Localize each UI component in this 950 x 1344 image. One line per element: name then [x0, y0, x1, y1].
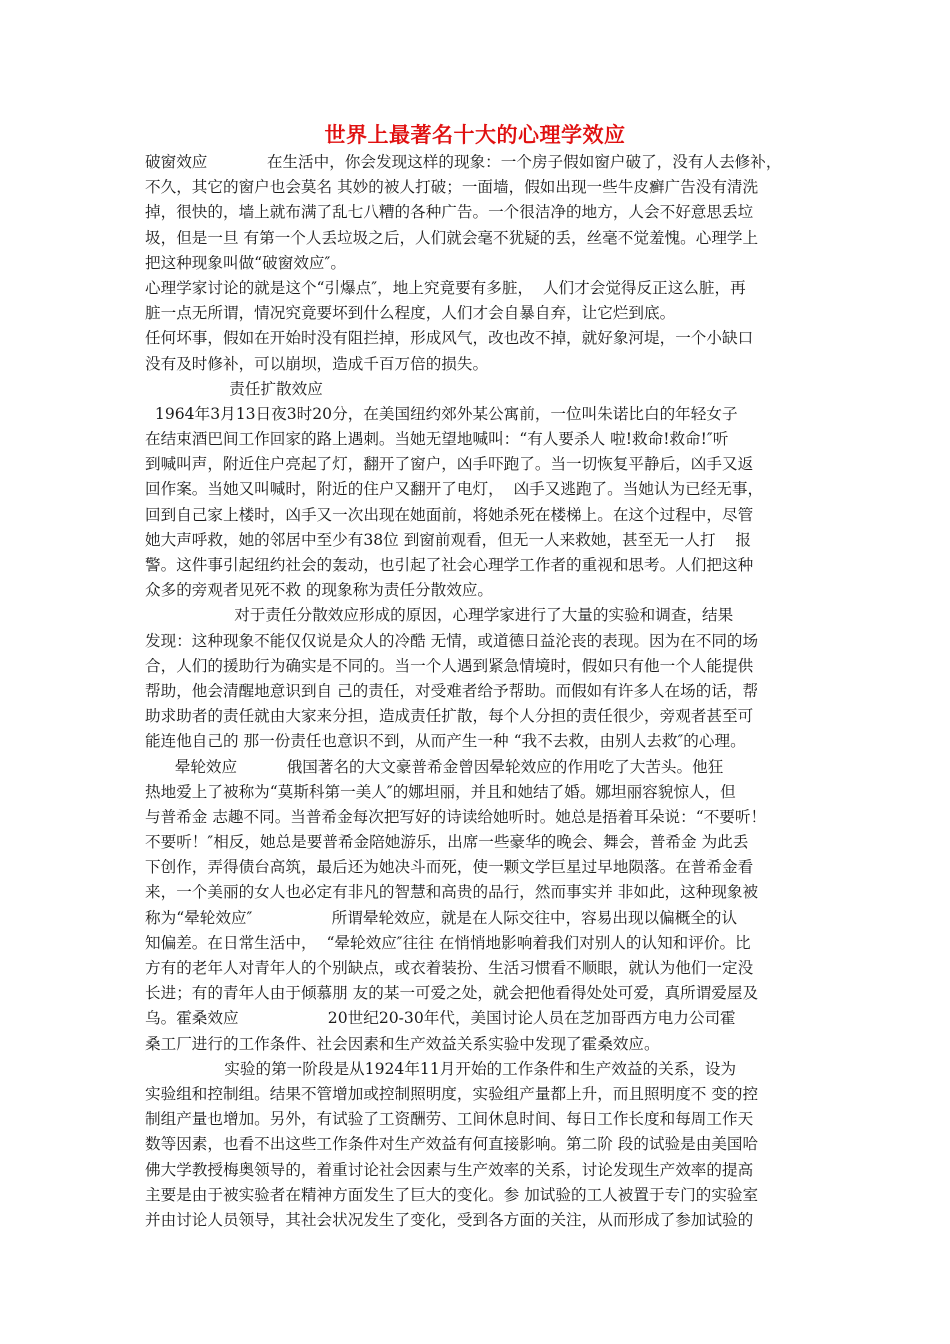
body-line: 合，人们的援助行为确实是不同的。当一个人遇到紧急情境时，假如只有他一个人能提供: [145, 656, 754, 675]
body-line: 她大声呼救，她的邻居中至少有38位 到窗前观看，但无一人来救她，甚至无一人打 报: [145, 530, 752, 549]
body-line: 回作案。当她又叫喊时，附近的住户又翻开了电灯， 凶手又逃跑了。当她认为已经无事，: [145, 480, 764, 499]
body-line: 责任扩散效应: [145, 379, 323, 398]
body-line: 不要听！″相反，她总是要普希金陪她游乐，出席一些豪华的晚会、舞会，普希金 为此丢: [145, 833, 749, 852]
body-line: 长进；有的青年人由于倾慕朋 友的某一可爱之处，就会把他看得处处可爱，真所谓爱屋及: [145, 984, 759, 1003]
body-line: 1964年3月13日夜3时20分，在美国纽约郊外某公寓前，一位叫朱诺比白的年轻女子: [145, 404, 738, 423]
body-line: 桑工厂进行的工作条件、社会因素和生产效益关系实验中发现了霍桑效应。: [145, 1034, 660, 1053]
body-line: 不久，其它的窗户也会莫名 其妙的被人打破；一面墙，假如出现一些牛皮癣广告没有清洗: [145, 178, 759, 197]
body-line: 来，一个美丽的女人也必定有非凡的智慧和高贵的品行，然而事实并 非如此，这种现象被: [145, 883, 759, 902]
body-line: 众多的旁观者见死不救 的现象称为责任分散效应。: [145, 581, 494, 600]
body-line: 制组产量也增加。另外，有试验了工资酬劳、工间休息时间、每日工作长度和每周工作天: [145, 1110, 754, 1129]
document-body: [145, 150, 810, 1233]
body-line: 热地爱上了被称为“莫斯科第一美人″的娜坦丽，并且和她结了婚。娜坦丽容貌惊人，但: [145, 782, 736, 801]
body-line: 心理学家讨论的就是这个“引爆点″，地上究竟要有多脏， 人们才会觉得反正这么脏，再: [145, 278, 746, 297]
body-line: 圾，但是一旦 有第一个人丢垃圾之后，人们就会毫不犹疑的丢，丝毫不觉羞愧。心理学上: [145, 228, 759, 247]
body-line: 并由讨论人员领导，其社会状况发生了变化，受到各方面的关注，从而形成了参加试验的: [145, 1210, 754, 1229]
body-line: 与普希金 志趣不同。当普希金每次把写好的诗读给她听时。她总是捂着耳朵说：“不要听！: [145, 807, 767, 826]
body-line: 佛大学教授梅奥领导的，着重讨论社会因素与生产效率的关系，讨论发现生产效率的提高: [145, 1160, 754, 1179]
body-line: 对于责任分散效应形成的原因，心理学家进行了大量的实验和调查，结果: [145, 606, 734, 625]
body-line: 乌。霍桑效应 20世纪20-30年代，美国讨论人员在芝加哥西方电力公司霍: [145, 1009, 736, 1028]
body-line: 脏一点无所谓，情况究竟要坏到什么程度，人们才会自暴自弃，让它烂到底。: [145, 304, 676, 323]
body-line: 回到自己家上楼时，凶手又一次出现在她面前，将她杀死在楼梯上。在这个过程中，尽管: [145, 505, 754, 524]
body-line: 称为“晕轮效应″ 所谓晕轮效应，就是在人际交往中，容易出现以偏概全的认: [145, 908, 738, 927]
body-line: 知偏差。在日常生活中， “晕轮效应″往往 在悄悄地影响着我们对别人的认知和评价。比: [145, 933, 751, 952]
body-line: 把这种现象叫做“破窗效应″。: [145, 253, 346, 272]
body-line: 到喊叫声，附近住户亮起了灯，翻开了窗户，凶手吓跑了。当一切恢复平静后，凶手又返: [145, 455, 754, 474]
body-line: 数等因素，也看不出这些工作条件对生产效益有何直接影响。第二阶 段的试验是由美国哈: [145, 1135, 759, 1154]
body-line: 实验组和控制组。结果不管增加或控制照明度，实验组产量都上升，而且照明度不 变的控: [145, 1084, 759, 1103]
body-line: 在结束酒巴间工作回家的路上遇刺。当她无望地喊叫：“有人要杀人 啦!救命!救命!″听: [145, 430, 729, 449]
body-line: 任何坏事，假如在开始时没有阻拦掉，形成风气，改也改不掉，就好象河堤，一个小缺口: [145, 329, 754, 348]
body-line: 能连他自己的 那一份责任也意识不到，从而产生一种 “我不去救，由别人去救″的心理。: [145, 732, 746, 751]
body-line: 方有的老年人对青年人的个别缺点，或衣着装扮、生活习惯看不顺眼，就认为他们一定没: [145, 959, 754, 977]
document-title: 世界上最著名十大的心理学效应: [324, 122, 626, 147]
body-line: 发现：这种现象不能仅仅说是众人的冷酷 无情，或道德日益沦丧的表现。因为在不同的场: [145, 631, 759, 650]
body-line: 主要是由于被实验者在精神方面发生了巨大的变化。参 加试验的工人被置于专门的实验室: [145, 1185, 759, 1204]
body-line: 下创作，弄得债台高筑，最后还为她决斗而死，使一颗文学巨星过早地陨落。在普希金看: [145, 858, 754, 877]
body-line: 没有及时修补，可以崩坝，造成千百万倍的损失。: [145, 354, 489, 373]
body-line: 晕轮效应 俄国著名的大文豪普希金曾因晕轮效应的作用吃了大苦头。他狂: [145, 757, 724, 776]
body-line: 破窗效应 在生活中，你会发现这样的现象：一个房子假如窗户破了，没有人去修补，: [145, 153, 782, 171]
body-line: 实验的第一阶段是从1924年11月开始的工作条件和生产效益的关系，设为: [145, 1059, 737, 1078]
body-line: 助求助者的责任就由大家来分担，造成责任扩散，每个人分担的责任很少，旁观者甚至可: [145, 707, 754, 726]
body-line: 帮助，他会清醒地意识到自 己的责任，对受难者给予帮助。而假如有许多人在场的话，帮: [145, 681, 759, 700]
body-line: 警。这件事引起纽约社会的轰动，也引起了社会心理学工作者的重视和思考。人们把这种: [145, 556, 754, 574]
body-line: 掉，很快的，墙上就布满了乱七八糟的各种广告。一个很洁净的地方，人会不好意思丢垃: [145, 203, 754, 222]
